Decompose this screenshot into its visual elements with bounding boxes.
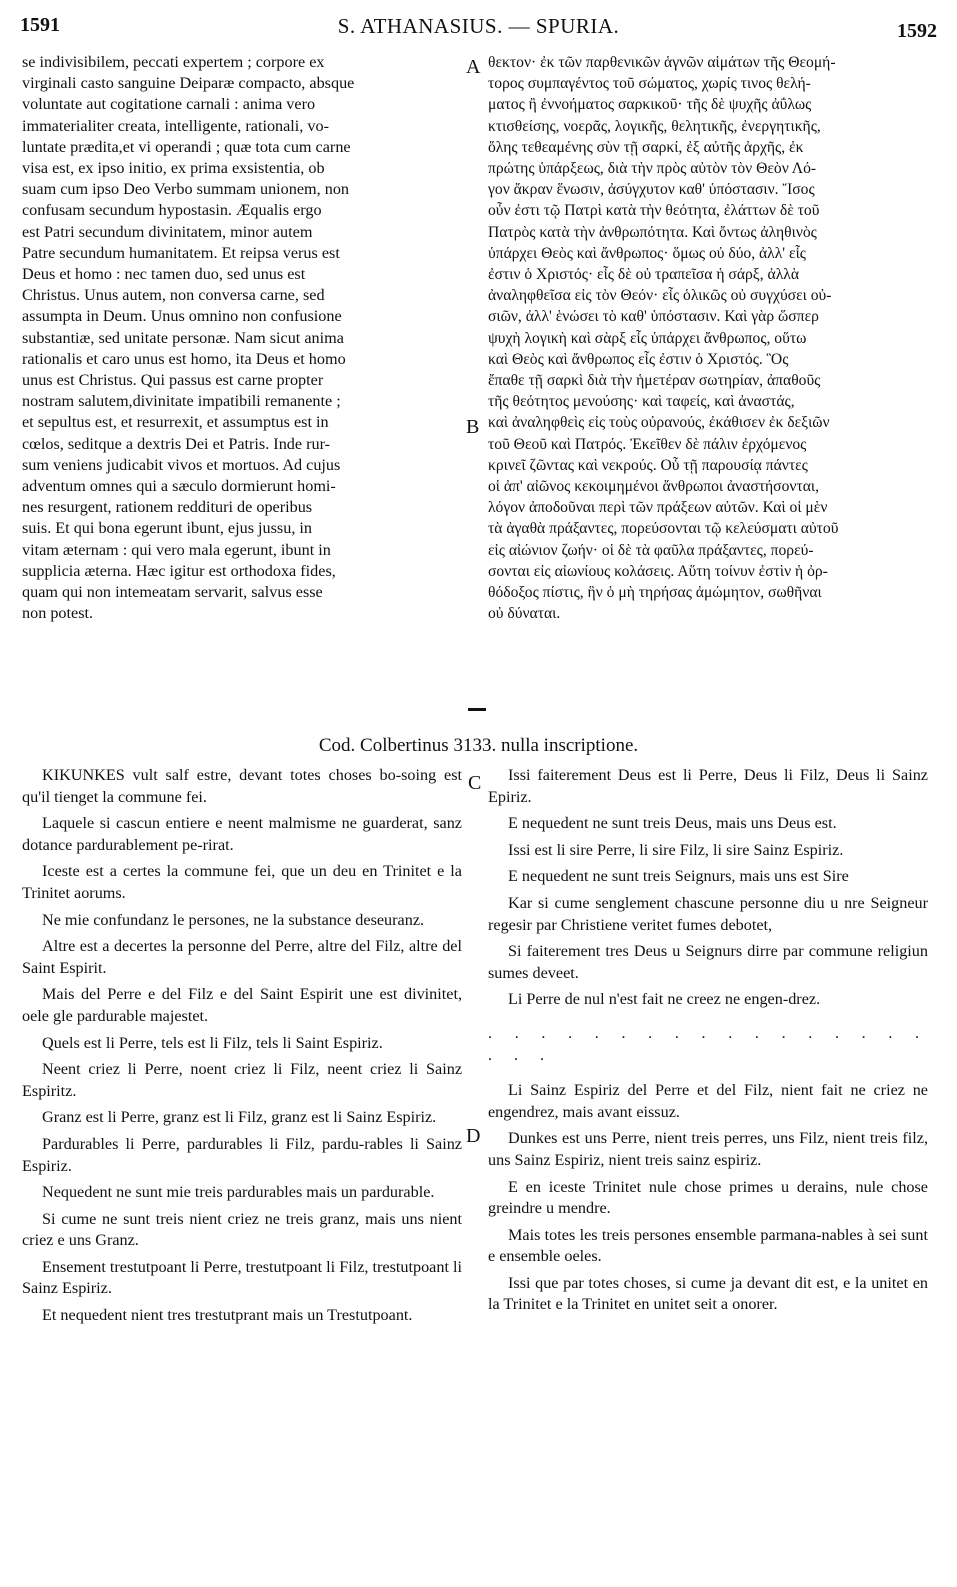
greek-line: οὐ δύναται. <box>488 605 561 623</box>
french-verse: E nequedent ne sunt treis Deus, mais uns Deus est. <box>508 814 837 833</box>
french-verse: Nequedent ne sunt mie treis pardurables mais un pardurable. <box>42 1183 435 1202</box>
greek-column <box>488 52 928 624</box>
greek-line: καὶ Θεὸς καὶ ἄνθρωπος εἷς ἐστιν ὁ Χριστός. Ὃς <box>488 350 789 368</box>
greek-line: ἔπαθε τῇ σαρκὶ διὰ τὴν ἡμετέραν σωτηρίαν, ἀπαθοῦς <box>488 372 821 390</box>
latin-line: quam qui non intemeatam servarit, salvus esse <box>22 583 323 602</box>
french-verse: KIKUNKES vult salf estre, devant totes choses bo-soing est qu'il tienget la commune fei. <box>22 766 462 806</box>
greek-line: σιῶν, ἀλλ' ἑνώσει τὸ καθ' ὑπόστασιν. Καὶ γὰρ ὥσπερ <box>488 308 819 326</box>
french-verse: Pardurables li Perre, pardurables li Filz, pardu-rables li Sainz Espiriz. <box>22 1134 462 1175</box>
french-verse: Granz est li Perre, granz est li Filz, granz est li Sainz Espiriz. <box>42 1108 437 1127</box>
running-header <box>0 10 957 50</box>
french-verse: Li Sainz Espiriz del Perre et del Filz, nient fait ne criez ne engendrez, mais avant eissuz. <box>488 1081 928 1121</box>
greek-line: εἰς αἰώνιον ζωήν· οἱ δὲ τὰ φαῦλα πράξαντες, πορεύ- <box>488 541 814 559</box>
greek-line: τῆς θεότητος μενούσης· καὶ ταφείς, καὶ ἀναστάς, <box>488 393 795 411</box>
latin-line: luntate prædita,et vi operandi ; quæ tota cum carne <box>22 137 351 156</box>
french-verse: Kar si cume senglement chascune personne diu u nre Seigneur regesir par Christiene veritet fumes debotet, <box>488 893 928 934</box>
greek-line: ὑπάρχει Θεὸς καὶ ἄνθρωπος· ὅμως οὐ δύο, ἀλλ' εἷς <box>488 244 806 262</box>
french-verse: Quels est li Perre, tels est li Filz, tels li Saint Espiriz. <box>42 1033 383 1052</box>
french-left-column <box>22 765 462 1332</box>
greek-line: καὶ ἀναληφθεὶς εἰς τοὺς οὐρανούς, ἐκάθισεν ἐκ δεξιῶν <box>488 414 830 432</box>
french-verse: Si faiterement tres Deus u Seignurs dirre par commune religiun sumes deveet. <box>488 942 928 982</box>
latin-line: nostram salutem,divinitate impatibili remanente ; <box>22 392 341 411</box>
greek-line: θεκτον· ἐκ τῶν παρθενικῶν ἁγνῶν αἱμάτων τῆς Θεομή- <box>488 54 836 71</box>
latin-line: Christus. Unus autem, non conversa carne, sed <box>22 286 325 305</box>
running-title: S. ATHANASIUS. — SPURIA. <box>337 14 620 38</box>
latin-line: suam cum ipso Deo Verbo summam unionem, non <box>22 180 350 199</box>
margin-marker-b: B <box>466 416 480 438</box>
greek-line: ματος ἢ ἐννοήματος σαρκικοῦ· τῆς δὲ ψυχῆς ἀΰλως <box>488 96 812 114</box>
greek-line: ἐστιν ὁ Χριστός· εἷς δὲ οὐ τραπεῖσα ἡ σάρξ, ἀλλὰ <box>488 266 799 284</box>
french-verse: Si cume ne sunt treis nient criez ne treis granz, mais uns nient criez e uns Granz. <box>22 1209 462 1250</box>
french-right-column <box>488 765 928 1321</box>
french-verse: Iceste est a certes la commune fei, que un deu en Trinitet e la Trinitet aorums. <box>22 862 462 902</box>
french-right-bottom <box>488 1080 928 1316</box>
latin-line: rationalis et caro unus est homo, ita Deus et homo <box>22 349 346 368</box>
french-verse: Mais del Perre e del Filz e del Saint Espirit une est divinitet, oele gle pardurable majestet. <box>22 985 462 1025</box>
french-verse: Dunkes est uns Perre, nient treis perres, uns Filz, nient treis filz, uns Sainz Espiriz, nient treis sainz espiriz. <box>488 1129 928 1169</box>
latin-line: sum veniens judicabit vivos et mortuos. Ad cujus <box>22 455 341 474</box>
margin-marker-a: A <box>466 56 481 78</box>
greek-line: σονται εἰς αἰωνίους κολάσεις. Αὕτη τοίνυν ἐστὶν ἡ ὀρ- <box>488 562 828 580</box>
french-verse: E en iceste Trinitet nule chose primes u derains, nule chose greindre u mendre. <box>488 1177 928 1218</box>
section-separator <box>468 708 486 711</box>
latin-line: voluntate aut cogitatione carnali : anima vero <box>22 95 316 114</box>
latin-column <box>22 52 462 624</box>
french-right-top <box>488 765 928 1011</box>
latin-line: cœlos, seditque a dextris Dei et Patris. Inde rur- <box>22 434 331 453</box>
latin-line: unus est Christus. Qui passus est carne propter <box>22 371 324 390</box>
french-verse: Laquele si cascun entiere e neent malmisme ne guarderat, sanz dotance pardurablement pe-rirat. <box>22 814 462 854</box>
greek-line: θόδοξος πίστις, ἣν ὁ μὴ τηρήσας ἀμώμητον, σωθῆναι <box>488 584 822 602</box>
greek-line: κρινεῖ ζῶντας καὶ νεκρούς. Οὗ τῇ παρουσίᾳ πάντες <box>488 456 808 474</box>
french-verse: Et nequedent nient tres trestutprant mais un Trestutpoant. <box>42 1306 413 1325</box>
french-verse: Ensement trestutpoant li Perre, trestutpoant li Filz, trestutpoant li Sainz Espiriz. <box>22 1257 462 1298</box>
omission-dots: . . . . . . . . . . . . . . . . . . . . <box>488 1024 928 1064</box>
greek-line: οἱ ἀπ' αἰῶνος κεκοιμημένοι ἄνθρωποι ἀναστήσονται, <box>488 478 819 496</box>
french-verse: Altre est a decertes la personne del Perre, altre del Filz, altre del Saint Espirit. <box>22 937 462 977</box>
greek-line: γον ἄκραν ἕνωσιν, ἀσύγχυτον καθ' ὑπόστασιν. Ἴσος <box>488 181 815 199</box>
latin-line: suis. Et qui bona egerunt ibunt, ejus jussu, in <box>22 519 313 538</box>
greek-line: τὰ ἀγαθὰ πράξαντες, πορεύσονται τῷ κελεύσματι αὐτοῦ <box>488 520 839 538</box>
french-verse: Issi que par totes choses, si cume ja devant dit est, e la unitet en la Trinitet e la Trinitet en unitet seit a onorer. <box>488 1273 928 1314</box>
latin-line: adventum omnes qui a sæculo dormierunt homi- <box>22 477 336 496</box>
greek-line: τορος συμπαγέντος τοῦ σώματος, χωρίς τινος θελή- <box>488 75 811 93</box>
latin-line: substantiæ, sed unitate personæ. Nam sicut anima <box>22 328 344 347</box>
page-number-right: 1592 <box>897 20 937 42</box>
latin-line: confusam secundum hypostasin. Æqualis ergo <box>22 201 322 220</box>
latin-line: et sepultus est, et resurrexit, et assumptus est in <box>22 413 329 432</box>
latin-line: visa est, ex ipso initio, ex prima exsistentia, ob <box>22 159 325 178</box>
greek-line: Πατρὸς κατὰ τὴν ἀνθρωπότητα. Καὶ ὄντως ἀληθινὸς <box>488 223 817 241</box>
french-verse: Neent criez li Perre, noent criez li Filz, neent criez li Sainz Espiritz. <box>22 1060 462 1100</box>
french-verse: Li Perre de nul n'est fait ne creez ne engen-drez. <box>508 990 821 1009</box>
latin-line: virginali casto sanguine Deiparæ compacto, absque <box>22 74 355 93</box>
greek-line: ὅλης τεθεαμένης σὺν τῇ σαρκί, ἐξ αὐτῆς ἀρχῆς, ἐκ <box>488 138 804 156</box>
codex-heading: Cod. Colbertinus 3133. nulla inscriptione. <box>318 735 639 756</box>
latin-line: nes resurgent, rationem reddituri de operibus <box>22 498 313 517</box>
latin-line: immaterialiter creata, intelligente, rationali, vo- <box>22 116 329 135</box>
french-verse: Issi est li sire Perre, li sire Filz, li sire Sainz Espiriz. <box>508 840 844 859</box>
latin-line: Deus et homo : nec tamen duo, sed unus est <box>22 265 306 284</box>
page-number-left: 1591 <box>20 14 60 36</box>
french-verse: Mais totes les treis persones ensemble parmana-nables à sei sunt e ensemble oeles. <box>488 1225 928 1266</box>
french-verse: Issi faiterement Deus est li Perre, Deus li Filz, Deus li Sainz Epiriz. <box>488 766 928 806</box>
greek-line: ἀναληφθεῖσα εἰς τὸν Θεόν· εἷς ὁλικῶς οὐ συγχύσει οὐ- <box>488 287 832 305</box>
latin-line: se indivisibilem, peccati expertem ; corpore ex <box>22 53 325 71</box>
latin-line: assumpta in Deum. Unus omnino non confusione <box>22 307 342 326</box>
latin-line: est Patri secundum divinitatem, minor autem <box>22 222 313 241</box>
greek-line: λόγον ἀποδοῦναι περὶ τῶν πράξεων αὐτῶν. Καὶ οἱ μὲν <box>488 499 828 517</box>
greek-line: οὖν ἐστι τῷ Πατρὶ κατὰ τὴν θεότητα, ἐλάττων δὲ τοῦ <box>488 202 820 220</box>
margin-marker-c: C <box>468 772 482 794</box>
latin-line: Patre secundum humanitatem. Et reipsa verus est <box>22 243 340 262</box>
latin-line: supplicia æterna. Hæc igitur est orthodoxa fides, <box>22 561 336 580</box>
french-verse: Ne mie confundanz le persones, ne la substance deseuranz. <box>42 910 425 929</box>
margin-marker-d: D <box>466 1125 481 1147</box>
latin-line: vitam æternam : qui vero mala egerunt, ibunt in <box>22 540 331 559</box>
french-verse: E nequedent ne sunt treis Seignurs, mais uns est Sire <box>508 867 849 886</box>
greek-line: ψυχὴ λογικὴ καὶ σὰρξ εἷς ὑπάρχει ἄνθρωπος, οὕτω <box>488 329 807 347</box>
greek-line: τοῦ Θεοῦ καὶ Πατρός. Ἐκεῖθεν δὲ πάλιν ἐρχόμενος <box>488 435 807 453</box>
greek-line: κτισθείσης, νοερᾶς, λογικῆς, θελητικῆς, ἐνεργητικῆς, <box>488 117 821 135</box>
latin-line: non potest. <box>22 604 94 623</box>
greek-line: πρώτης ὑπάρξεως, διὰ τὴν πρὸς αὐτὸν τὸν Θεὸν Λό- <box>488 160 817 178</box>
